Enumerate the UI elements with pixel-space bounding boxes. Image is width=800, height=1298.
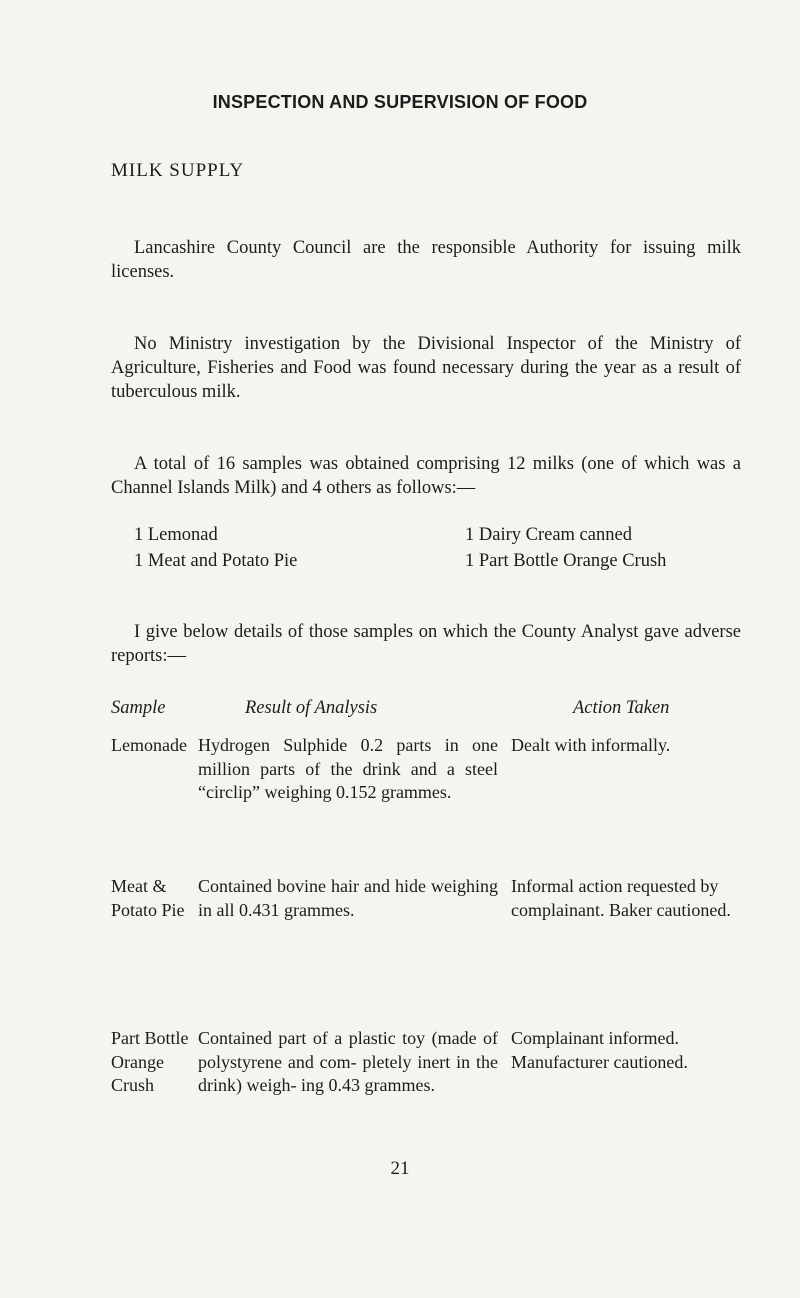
list-item: 1 Meat and Potato Pie bbox=[134, 551, 298, 571]
section-title: MILK SUPPLY bbox=[111, 160, 245, 181]
result-cell: Contained bovine hair and hide weighing in all 0.431 grammes. bbox=[198, 876, 498, 920]
paragraph-ministry: No Ministry investigation by the Divisional Inspector of the Ministry of Agriculture, Fisheries and Food was found necessary during the year as a result of tuberculous milk. bbox=[111, 334, 741, 402]
column-header-result: Result of Analysis bbox=[245, 698, 378, 718]
samples-list-left bbox=[134, 522, 297, 574]
page-heading: INSPECTION AND SUPERVISION OF FOOD bbox=[212, 92, 588, 112]
list-item: 1 Part Bottle Orange Crush bbox=[465, 551, 667, 571]
action-cell: Informal action requested by complainant. Baker cautioned. bbox=[511, 876, 731, 920]
samples-list-right bbox=[465, 522, 666, 574]
list-item: 1 Lemonad bbox=[134, 525, 218, 545]
result-cell: Contained part of a plastic toy (made of polystyrene and com- pletely inert in the drink) weigh- ing 0.43 grammes. bbox=[198, 1028, 498, 1095]
sample-cell: Part Bottle Orange Crush bbox=[111, 1028, 189, 1095]
page-number: 21 bbox=[390, 1158, 410, 1179]
paragraph-samples-total: A total of 16 samples was obtained comprising 12 milks (one of which was a Channel Islands Milk) and 4 others as follows:— bbox=[111, 454, 741, 498]
sample-cell: Lemonade bbox=[111, 735, 187, 755]
sample-cell: Meat & Potato Pie bbox=[111, 876, 185, 920]
result-cell: Hydrogen Sulphide 0.2 parts in one million parts of the drink and a steel “circlip” weighing 0.152 grammes. bbox=[198, 735, 498, 802]
paragraph-adverse-reports: I give below details of those samples on which the County Analyst gave adverse reports:— bbox=[111, 622, 741, 666]
list-item: 1 Dairy Cream canned bbox=[465, 525, 632, 545]
paragraph-licenses: Lancashire County Council are the responsible Authority for issuing milk licenses. bbox=[111, 238, 741, 282]
column-header-action: Action Taken bbox=[573, 698, 670, 718]
action-cell: Complainant informed. Manufacturer cautioned. bbox=[511, 1028, 688, 1072]
column-header-sample: Sample bbox=[111, 698, 166, 718]
action-cell: Dealt with informally. bbox=[511, 735, 671, 755]
